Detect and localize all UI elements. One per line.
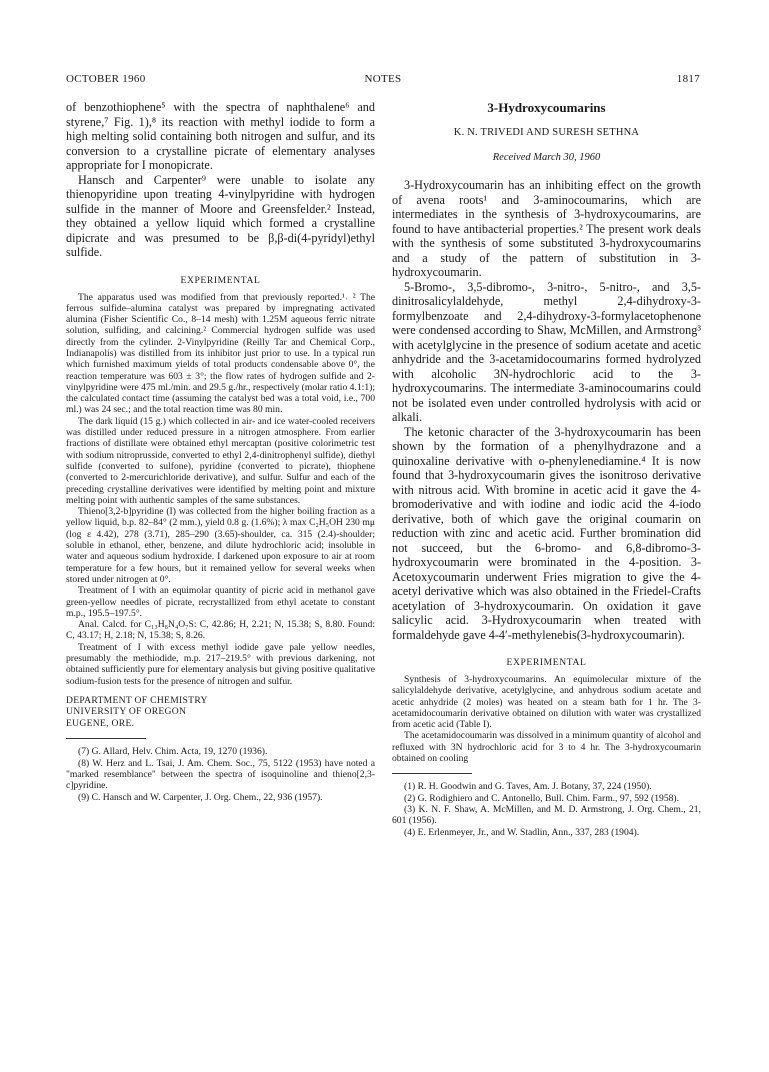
- article-title: 3-Hydroxycoumarins: [487, 100, 606, 115]
- reference: (8) W. Herz and L. Tsai, J. Am. Chem. Soc., 75, 5122 (1953) have noted a "marked resemblance" between the spectra of isoquinoline and thieno[2,3-c]pyridine.: [66, 757, 375, 792]
- left-references: [66, 746, 375, 802]
- experimental-heading: EXPERIMENTAL: [506, 657, 587, 668]
- header-section: NOTES: [364, 73, 402, 85]
- right-references: [392, 781, 701, 837]
- right-column: [392, 100, 701, 838]
- left-column: [66, 100, 375, 803]
- experimental-paragraph: The acetamidocoumarin was dissolved in a minimum quantity of alcohol and refluxed with 3N hydrochloric acid for 3 to 4 hr. The 3-hydroxycoumarin obtained on cooling: [392, 730, 701, 765]
- header-date: OCTOBER 1960: [66, 73, 146, 85]
- reference: (1) R. H. Goodwin and G. Taves, Am. J. Botany, 37, 224 (1950).: [404, 781, 652, 793]
- reference: (4) E. Erlenmeyer, Jr., and W. Stadlin, Ann., 337, 283 (1904).: [404, 826, 640, 838]
- reference: (9) C. Hansch and W. Carpenter, J. Org. Chem., 22, 936 (1957).: [78, 791, 323, 803]
- left-experimental: [66, 292, 375, 687]
- right-intro: [392, 178, 701, 642]
- experimental-paragraph: Treatment of I with an equimolar quantity of picric acid in methanol gave green-yellow needles of picrate, recrystallized from ethyl acetate to constant m.p., 195.5–197.5°.: [66, 585, 375, 619]
- body-paragraph: The ketonic character of the 3-hydroxycoumarin has been shown by the formation of a phenylhydrazone and a quinoxaline derivative with o-phenylenediamine.⁴ It is now found that 3-hydroxycoumarin gives the isonitroso derivative with nitrous acid. With bromine in acetic acid it gave the 4-bromoderivative and with iodine and iodic acid the 4-iodo derivative, both of which gave the original coumarin on reduction with zinc and acetic acid. Further bromination did not succeed, but the 6-bromo- and 6,8-dibromo-3-hydroxycoumarin were brominated in the 4-position. 3-Acetoxycoumarin underwent Fries migration to give the 4-acetyl derivative which was also obtained in the Friedel-Crafts acetylation of 3-hydroxycoumarin. On oxidation it gave salicylic acid. 3-Hydroxycoumarin when treated with formaldehyde gave 4-4′-methylenebis(3-hydroxycoumarin).: [392, 424, 701, 642]
- body-paragraph: 3-Hydroxycoumarin has an inhibiting effect on the growth of avena roots¹ and 3-aminocoumarins, which are intermediates in the synthesis of 3-hydroxycoumarins, are found to have antibacterial properties.² The present work deals with the synthesis of some substituted 3-hydroxycoumarins and a study of the pattern of substitution in 3-hydroxycoumarin.: [392, 178, 701, 279]
- right-experimental: [392, 674, 701, 764]
- footnote-rule: [66, 738, 146, 739]
- experimental-paragraph: Synthesis of 3-hydroxycoumarins. An equimolecular mixture of the salicylaldehyde derivative, acetylglycine, and anhydrous sodium acetate and acetic anhydride (2 moles) was heated on a steam bath for 1 hr. The 3-acetamidocoumarin derivative obtained on dilution with water was crystallized from acetic acid (Table I).: [392, 674, 701, 731]
- running-header: [66, 73, 700, 87]
- article-authors: K. N. TRIVEDI AND SURESH SETHNA: [453, 127, 640, 138]
- experimental-paragraph: Treatment of I with excess methyl iodide gave pale yellow needles, presumably the methiodide, m.p. 217–219.5° with previous darkening, not obtained sufficiently pure for elementary analysis but giving positive qualitative sodium-fusion tests for the presence of nitrogen and sulfur.: [66, 641, 375, 687]
- experimental-paragraph: The apparatus used was modified from that previously reported.¹˒ ² The ferrous sulfide–alumina catalyst was prepared by impregnating activated alumina (Fisher Scientific Co., 8–14 mesh) with 1.25M aqueous ferric nitrate solution, sulfiding, and calcining.² Commercial hydrogen sulfide was used directly from the cylinder. 2-Vinylpyridine (Reilly Tar and Chemical Corp., Indianapolis) was distilled from its inhibitor just prior to use. In a typical run which furnished maximum yields of total products condensable above 0°, the reaction temperature was 603 ± 3°; the flow rates of hydrogen sulfide and 2-vinylpyridine were 475 ml./min. and 29.5 g./hr., respectively (molar ratio 4.1:1); the calculated contact time (assuming the catalyst bed was a total void, i.e., 700 ml.) was 24 sec.; and the total reaction time was 80 min.: [66, 291, 375, 416]
- header-page-number: 1817: [676, 73, 700, 85]
- affiliation-department: DEPARTMENT OF CHEMISTRY: [66, 694, 208, 706]
- left-intro: [66, 100, 375, 260]
- body-paragraph: of benzothiophene⁵ with the spectra of naphthalene⁶ and styrene,⁷ Fig. 1),⁸ its reaction with methyl iodide to form a high melting solid containing both nitrogen and sulfur, and its conversion to a crystalline picrate of elementary analyses appropriate for I monopicrate.: [66, 100, 375, 172]
- body-paragraph: Hansch and Carpenter⁹ were unable to isolate any thienopyridine upon treating 4-vinylpyridine with hydrogen sulfide in the manner of Moore and Greensfelder.² Instead, they obtained a yellow liquid which formed a crystalline dipicrate and was presumed to be β,β-di(4-pyridyl)ethyl sulfide.: [66, 172, 375, 259]
- analysis-paragraph: Anal. Calcd. for C₁₃H₈N₄O₇S: C, 42.86; H, 2.21; N, 15.38; S, 8.80. Found: C, 43.17; H, 2.18; N, 15.38; S, 8.26.: [66, 619, 375, 642]
- affiliation: [66, 695, 375, 730]
- reference: (3) K. N. F. Shaw, A. McMillen, and M. D. Armstrong, J. Org. Chem., 21, 601 (1956).: [392, 803, 701, 827]
- reference: (7) G. Allard, Helv. Chim. Acta, 19, 1270 (1936).: [78, 746, 268, 758]
- body-paragraph: 5-Bromo-, 3,5-dibromo-, 3-nitro-, 5-nitro-, and 3,5-dinitrosalicylaldehyde, methyl 2,4-dihydroxy-3-formylbenzoate and 2,4-dihydroxy-3-formylacetophenone were condensed according to Shaw, McMillen, and Armstrong³ with acetylglycine in the presence of sodium acetate and acetic anhydride and the 3-acetamidocoumarins formed hydrolyzed with alcoholic 3N-hydrochloric acid to the 3-hydroxycoumarins. The intermediate 3-aminocoumarins could not be isolated even under controlled hydrolysis with acid or alkali.: [392, 279, 701, 424]
- experimental-paragraph: Thieno[3,2-b]pyridine (I) was collected from the higher boiling fraction as a yellow liquid, b.p. 82–84° (2 mm.), yield 0.8 g. (1.6%); λ max C₂H₅OH 230 mμ (log ε 4.42), 278 (3.71), 285–290 (3.65)-shoulder, ca. 315 (2.4)-shoulder; soluble in ethanol, ether, benzene, and dilute hydrochloric acid; insoluble in water and aqueous sodium hydroxide. I darkened upon exposure to air at room temperature for a few hours, but it remained yellow for several weeks when stored under nitrogen at 0°.: [66, 506, 375, 585]
- affiliation-city: EUGENE, ORE.: [66, 717, 135, 729]
- footnote-rule: [392, 773, 472, 774]
- experimental-heading: EXPERIMENTAL: [180, 274, 261, 286]
- received-date: Received March 30, 1960: [492, 152, 601, 163]
- reference: (2) G. Rodighiero and C. Antonello, Bull. Chim. Farm., 97, 592 (1958).: [404, 792, 680, 804]
- experimental-paragraph: The dark liquid (15 g.) which collected in air- and ice water-cooled receivers was distilled under reduced pressure in a nitrogen atmosphere. From earlier fractions of distillate were obtained ethyl mercaptan (positive colorimetric test with sodium nitroprusside, converted to ethyl 2,4-dinitrophenyl sulfide), diethyl sulfide (converted to sulfone), pyridine (converted to picrate), thiophene (converted to 2-mercurichloride derivative), and sulfur. Sulfur and each of the preceding crystalline derivatives were identified by melting point and mixture melting point with authentic samples of the same substances.: [66, 415, 375, 506]
- affiliation-university: UNIVERSITY OF OREGON: [66, 706, 187, 718]
